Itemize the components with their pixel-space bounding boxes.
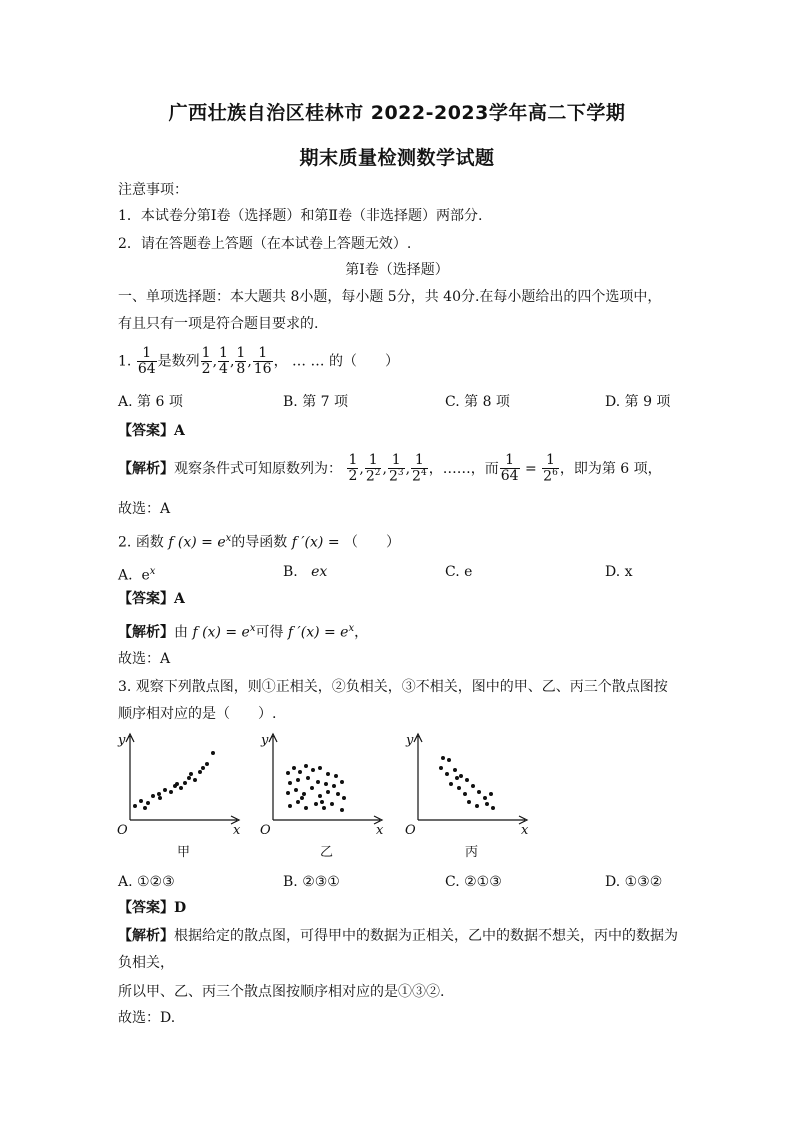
q2-analysis-func: f (x) = e (192, 624, 250, 641)
scatter-dot (491, 806, 495, 810)
q1-seq-2-num: 1 (219, 345, 228, 361)
title-line-2: 期末质量检测数学试题 (299, 147, 495, 169)
q1-an-2-num: 1 (365, 453, 382, 469)
q3-analysis-line-1 (118, 927, 678, 945)
q1-an-term-2 (365, 453, 382, 485)
scatter-dot (445, 772, 449, 776)
scatter-dot (175, 782, 179, 786)
q2-answer: 【答案】A (118, 591, 185, 607)
q1-option-c: C. 第 8 项 (445, 394, 510, 410)
plot-caption-3: 丙 (465, 845, 479, 860)
q1-an-eq-left-num: 1 (500, 453, 520, 469)
axis-label-x-1: x (233, 823, 241, 838)
scatter-dot (326, 790, 330, 794)
scatter-dot (334, 774, 338, 778)
scatter-dot (201, 766, 205, 770)
q1-an-1-den (347, 469, 358, 484)
q1-option-a: A. 第 6 项 (118, 394, 183, 410)
q1-an-4-exp: 4 (420, 468, 427, 478)
q1-an-1-base: 2 (348, 468, 358, 485)
q1-seq-3-num: 1 (236, 345, 246, 361)
scatter-dot (158, 796, 162, 800)
q1-option-d: D. 第 9 项 (605, 394, 671, 410)
q2-analysis-label: 【解析】 (118, 624, 174, 641)
q1-text-end: ， … … 的（ ） (273, 353, 399, 370)
q2-option-a-math: e (141, 567, 150, 584)
q2-option-a-sup: x (149, 566, 156, 577)
q1-an-eq-left (500, 453, 520, 484)
scatter-dot (447, 758, 451, 762)
scatter-dot (304, 806, 308, 810)
q1-analysis-mid: ，……，而 (428, 460, 499, 477)
notice-heading: 注意事项： (118, 182, 188, 198)
scatter-dot (304, 764, 308, 768)
q3-answer: 【答案】D (118, 900, 187, 916)
q2-analysis (118, 620, 368, 642)
scatter-dot (296, 800, 300, 804)
q1-an-1-num: 1 (348, 452, 358, 469)
scatter-axes-3 (414, 734, 527, 824)
q2-option-b (283, 563, 327, 581)
q1-an-3-num: 1 (388, 453, 405, 469)
scatter-dot (336, 792, 340, 796)
scatter-dot (320, 800, 324, 804)
q2-stem-end: （ ） (344, 534, 400, 551)
notice-item-2: 2．请在答题卷上答题（在本试卷上答题无效）. (118, 236, 412, 252)
q2-analysis-1: 由 (174, 624, 188, 641)
q2-stem-sup: x (225, 533, 232, 544)
q2-stem-2: 的导函数 (231, 534, 288, 551)
q1-frac-den: 64 (137, 361, 156, 377)
part-intro-line-1: 一、单项选择题：本大题共 8小题，每小题 5分，共 40分.在每小题给出的四个选项中， (118, 289, 662, 305)
q3-option-d: D. ①③② (605, 874, 663, 890)
scatter-dot (340, 808, 344, 812)
scatter-dot (193, 778, 197, 782)
scatter-axes-2 (269, 734, 382, 824)
scatter-dot (211, 751, 215, 755)
title-line-1: 广西壮族自治区桂林市 2022-2023学年高二下学期 (168, 102, 626, 124)
q1-an-2-den (365, 469, 382, 485)
q1-stem: 1. $\frac{1}{64}$ 是数列 $\frac{1}{2}$ , $\frac{1}{4}$ , $\frac{1}{8}$ , $\frac{1}{16}$ ， … … 的（ ） (118, 345, 399, 377)
scatter-plots (115, 728, 555, 863)
scatter-dot (151, 794, 155, 798)
axis-label-x-2: x (376, 823, 384, 838)
scatter-dot (326, 772, 330, 776)
q1-seq-term-4 (253, 346, 273, 377)
scatter-dot (475, 804, 479, 808)
q3-conclusion: 故选：D. (118, 1010, 176, 1026)
section-heading: 第Ⅰ卷（选择题） (345, 262, 449, 278)
q2-stem-1: 函数 (135, 534, 164, 551)
scatter-dot (288, 781, 292, 785)
scatter-dot (163, 788, 167, 792)
scatter-dot (483, 796, 487, 800)
q1-fraction (137, 346, 157, 377)
q1-an-term-3 (388, 453, 405, 485)
scatter-dot (189, 772, 193, 776)
q1-an-4-base: 2 (412, 468, 421, 485)
q2-analysis-sup1: x (249, 623, 256, 634)
scatter-dot (183, 781, 187, 785)
scatter-dot (286, 771, 290, 775)
scatter-plot-1 (117, 733, 241, 860)
part-intro-line-2: 有且只有一项是符合题目要求的. (118, 316, 319, 332)
q1-an-eq-right-exp: 6 (552, 468, 558, 478)
origin-label-1: O (117, 823, 128, 838)
q2-analysis-end: ， (354, 624, 369, 641)
scatter-dot (139, 799, 143, 803)
scatter-dot (324, 782, 328, 786)
scatter-axes-1 (126, 734, 239, 824)
notice-item-1: 1．本试卷分第Ⅰ卷（选择题）和第Ⅱ卷（非选择题）两部分. (118, 208, 483, 224)
scatter-dot (465, 778, 469, 782)
q1-analysis-label: 【解析】 (118, 460, 174, 477)
scatter-dot (439, 766, 443, 770)
q1-an-4-num: 1 (411, 453, 428, 469)
scatter-dot (306, 776, 310, 780)
q2-stem-func: f (x) = e (168, 534, 226, 551)
scatter-dot (302, 792, 306, 796)
scatter-dot (294, 788, 298, 792)
q1-an-term-4 (411, 453, 428, 485)
q2-option-b-label: B. (283, 564, 298, 580)
q3-option-b: B. ②③① (283, 874, 340, 890)
q1-an-3-exp: 3 (397, 468, 404, 478)
scatter-dot (330, 802, 334, 806)
axis-label-y-1: y (118, 733, 126, 748)
scatter-dot (311, 768, 315, 772)
q1-an-2-base: 2 (365, 468, 375, 485)
q3-analysis-line-2: 负相关， (118, 955, 174, 971)
q2-conclusion: 故选：A (118, 651, 171, 667)
q2-option-b-math: ex (311, 564, 328, 580)
q1-conclusion: 故选：A (118, 501, 171, 517)
q1-an-eq-right (542, 453, 559, 485)
scatter-dot (441, 756, 445, 760)
scatter-dot (449, 782, 453, 786)
q1-an-eq-right-base: 2 (543, 468, 553, 485)
origin-label-2: O (260, 823, 271, 838)
scatter-dot (332, 784, 336, 788)
axis-label-y-2: y (261, 733, 269, 748)
q3-analysis-label: 【解析】 (118, 928, 174, 944)
scatter-dot (457, 786, 461, 790)
scatter-dot (288, 804, 292, 808)
scatter-dot (133, 804, 137, 808)
scatter-dot (318, 794, 322, 798)
axis-label-x-3: x (521, 823, 529, 838)
q1-seq-3-den: 8 (236, 361, 246, 377)
q1-an-eq-right-den (542, 469, 559, 485)
scatter-dot (467, 800, 471, 804)
scatter-dot (314, 802, 318, 806)
scatter-dot (316, 780, 320, 784)
q1-option-b: B. 第 7 项 (283, 394, 348, 410)
q1-text-mid: 是数列 (157, 353, 200, 370)
q1-seq-term-2 (218, 346, 229, 377)
q2-option-a (118, 563, 155, 585)
q1-number: 1. (118, 353, 132, 370)
q1-an-3-base: 2 (388, 468, 398, 485)
q2-analysis-deriv: f ′(x) = e (287, 624, 349, 641)
q3-stem-line-2: 顺序相对应的是（ ）. (118, 706, 277, 722)
scatter-plot-2 (260, 733, 384, 860)
axis-label-y-3: y (406, 733, 414, 748)
scatter-dot (453, 768, 457, 772)
plot-caption-1: 甲 (177, 845, 191, 860)
q2-stem (118, 530, 400, 552)
scatter-dot (169, 790, 173, 794)
scatter-dot (300, 796, 304, 800)
q1-seq-1-num: 1 (201, 345, 211, 361)
q1-an-eq-left-den: 64 (500, 468, 519, 485)
q3-analysis-line-3: 所以甲、乙、丙三个散点图按顺序相对应的是①③②. (118, 984, 445, 1000)
scatter-dot (455, 776, 459, 780)
q3-stem-line-1: 3. 观察下列散点图，则①正相关，②负相关，③不相关，图中的甲、乙、丙三个散点图按 (118, 679, 668, 695)
q1-an-3-den (388, 469, 405, 485)
scatter-dot (146, 801, 150, 805)
q1-seq-1-den: 2 (201, 361, 211, 377)
scatter-dot (310, 786, 314, 790)
scatter-dot (471, 784, 475, 788)
q1-analysis: 【解析】观察条件式可知原数列为： $\frac{1}{2}$ , $\frac{1}{2^2}$ , $\frac{1}{2^3}$ , $\frac{1}{2^4}$ ，……，而 $\frac{1}{64}$ = $\frac{1}{2^6}$ ，即为第 6 项， (118, 452, 662, 485)
q2-stem-deriv: f ′(x) = (291, 534, 340, 551)
scatter-dot (322, 806, 326, 810)
scatter-dot (198, 770, 202, 774)
q2-option-c: C. e (445, 564, 473, 580)
q3-option-a: A. ①②③ (118, 874, 175, 890)
q1-seq-4-num: 1 (253, 346, 273, 362)
q1-seq-term-1 (201, 346, 212, 377)
q2-option-a-label: A. (118, 567, 133, 584)
scatter-dot (318, 766, 322, 770)
q2-option-d: D. x (605, 564, 633, 580)
scatter-dot (143, 806, 147, 810)
scatter-dot (187, 776, 191, 780)
q1-answer: 【答案】A (118, 423, 185, 439)
origin-label-3: O (405, 823, 416, 838)
scatter-dot (340, 780, 344, 784)
q1-frac-num: 1 (137, 346, 157, 362)
q2-analysis-sup2: x (348, 623, 355, 634)
q3-analysis-1: 根据给定的散点图，可得甲中的数据为正相关，乙中的数据不想关，丙中的数据为 (174, 928, 678, 944)
q1-seq-term-3 (235, 346, 246, 377)
scatter-dot (459, 774, 463, 778)
q1-seq-2-den: 4 (219, 361, 228, 377)
scatter-dot (296, 778, 300, 782)
q1-an-eq-right-num: 1 (542, 453, 559, 469)
q1-an-2-exp: 2 (374, 468, 381, 478)
q2-analysis-2: 可得 (255, 624, 284, 641)
q1-analysis-text: 观察条件式可知原数列为： (174, 460, 342, 477)
scatter-dot (477, 790, 481, 794)
q1-analysis-end: ，即为第 6 项， (559, 460, 662, 477)
scatter-dot (292, 766, 296, 770)
scatter-dot (342, 796, 346, 800)
scatter-dot (179, 786, 183, 790)
scatter-dot (157, 792, 161, 796)
scatter-plot-3 (405, 733, 529, 860)
q1-seq-4-den: 16 (253, 361, 272, 377)
q2-number: 2. (118, 534, 132, 551)
scatter-dot (485, 802, 489, 806)
plot-caption-2: 乙 (320, 845, 334, 860)
scatter-dot (205, 762, 209, 766)
q3-option-c: C. ②①③ (445, 874, 502, 890)
q1-an-4-den (411, 469, 428, 485)
scatter-dot (463, 792, 467, 796)
q1-an-term-1 (347, 453, 358, 484)
scatter-dot (489, 792, 493, 796)
scatter-dot (286, 791, 290, 795)
scatter-dot (298, 770, 302, 774)
